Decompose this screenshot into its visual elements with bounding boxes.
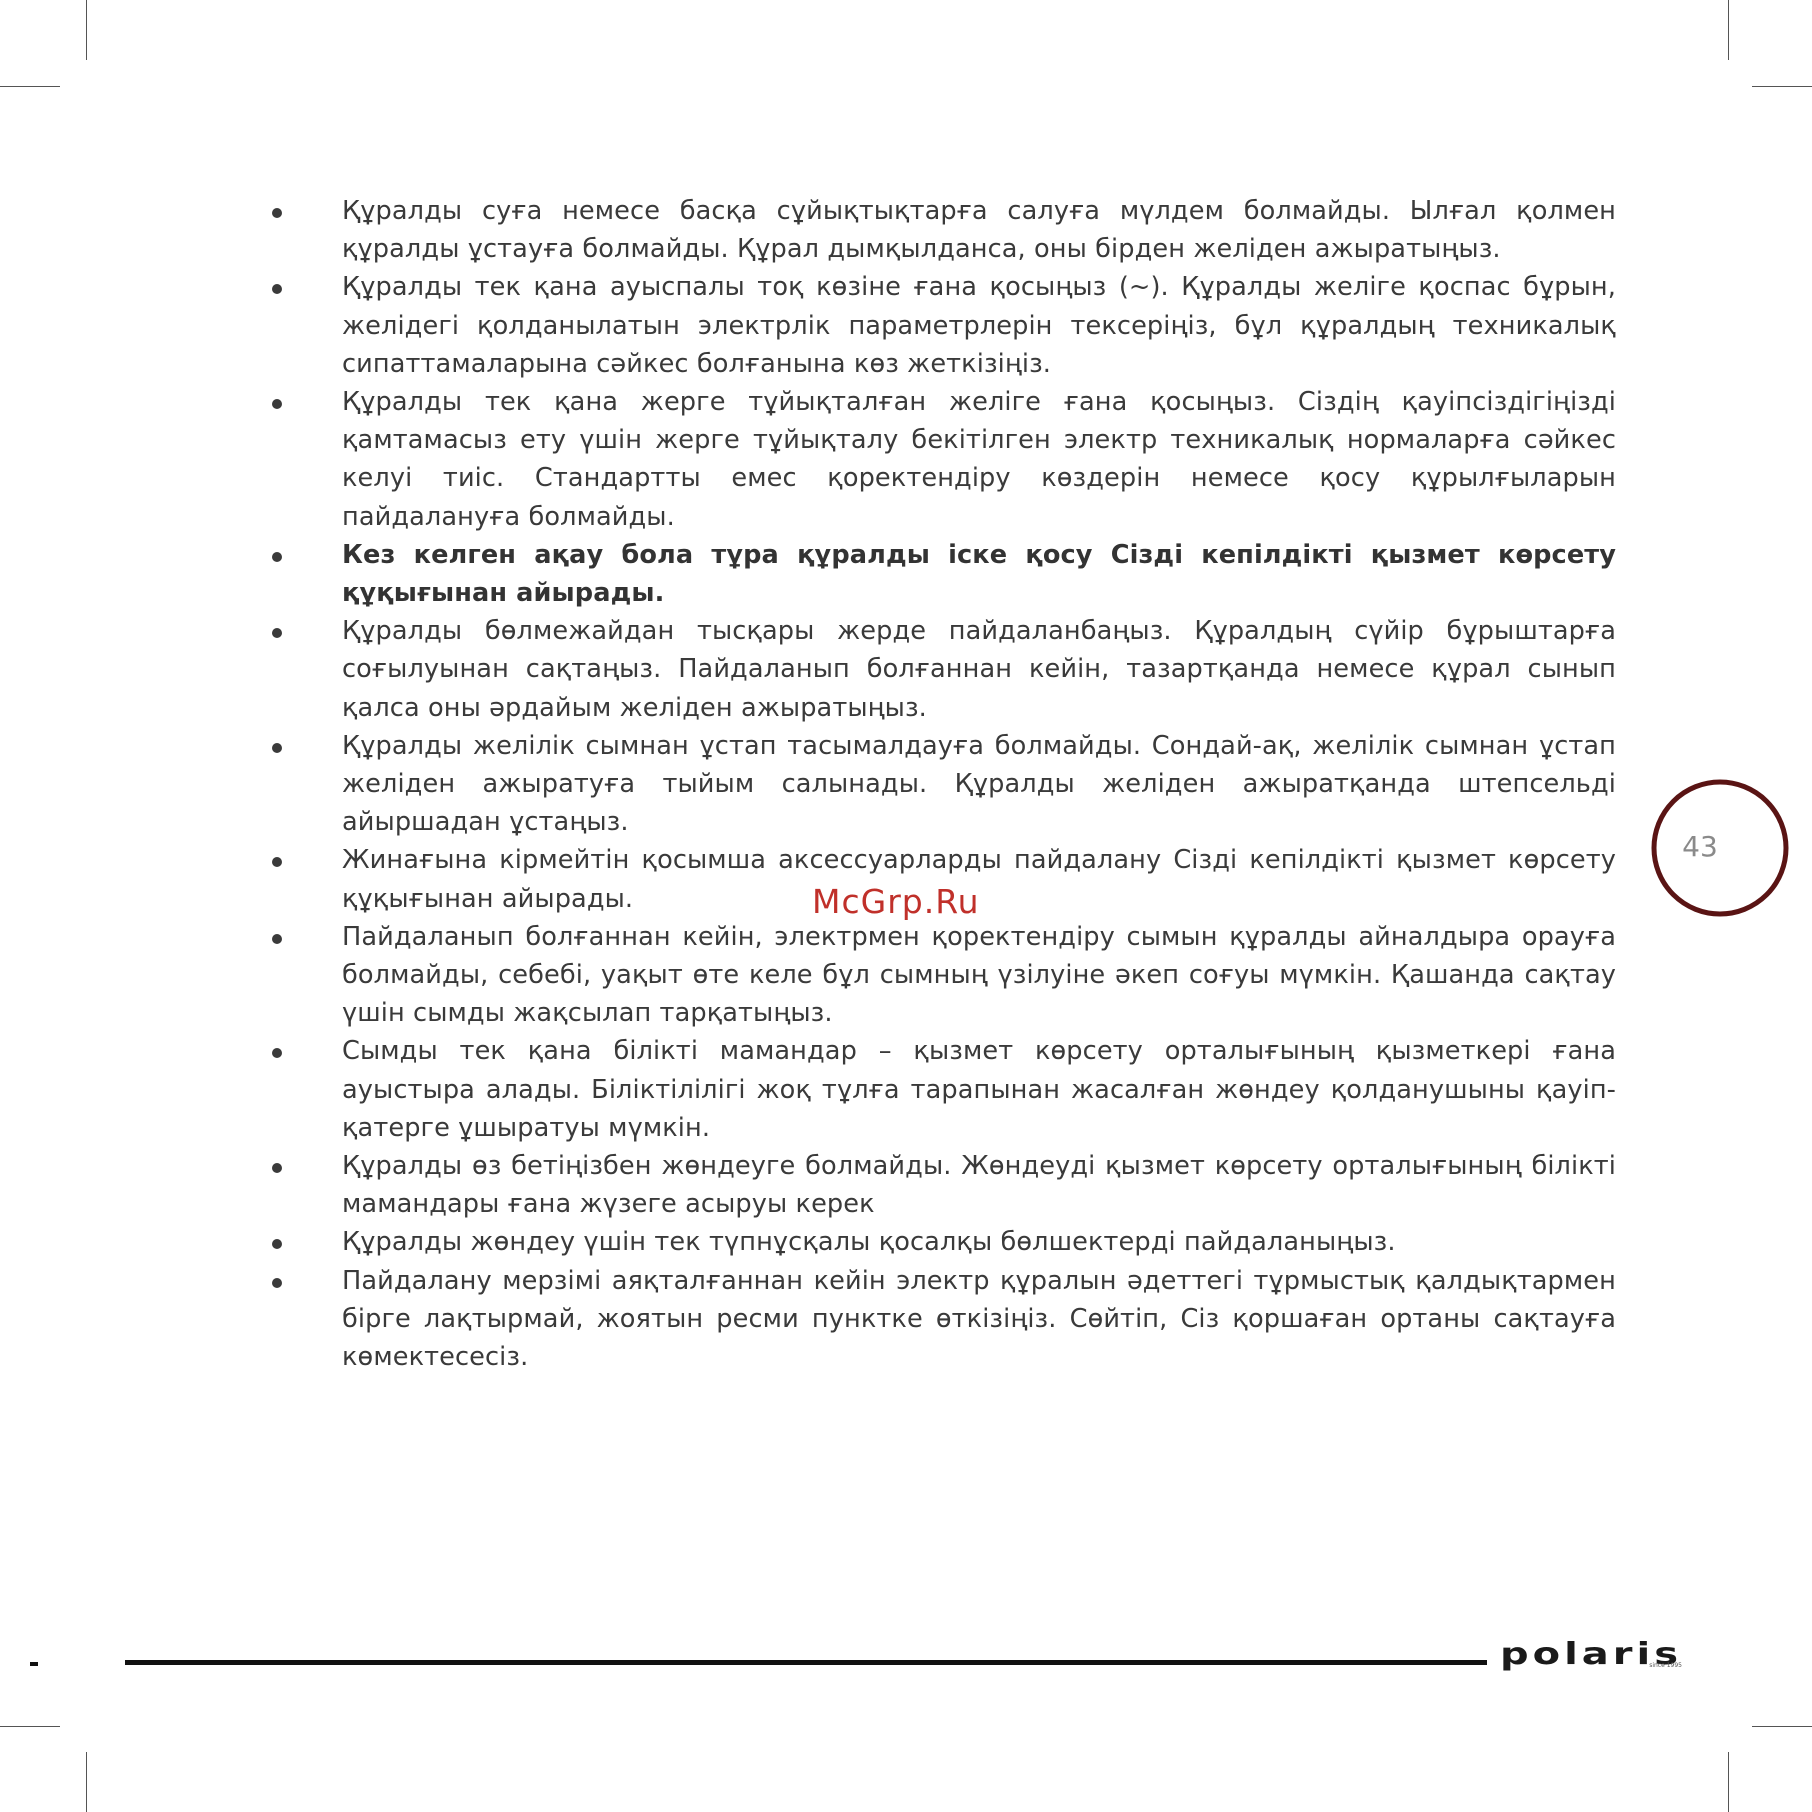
list-item-text: Құралды желілік сымнан ұстап тасымалдауға болмайды. Сондай-ақ, желілік сымнан ұстап желіден ажыратуға тыйым салынады. Құралды желіден ажыратқанда штепсельді айыршадан ұстаңыз. (342, 730, 1616, 838)
bullet-icon (272, 1278, 282, 1288)
bullet-icon (272, 628, 282, 638)
list-item (260, 383, 1616, 536)
watermark: McGrp.Ru (812, 882, 980, 921)
safety-instructions-list (260, 192, 1616, 1376)
list-item-text: Құралды бөлмежайдан тысқары жерде пайдаланбаңыз. Құралдың сүйір бұрыштарға соғылуынан сақтаңыз. Пайдаланып болғаннан кейін, тазартқанда немесе құрал сынып қалса оны әрдайым желіден ажыратыңыз. (342, 616, 1616, 723)
list-item (260, 1147, 1616, 1223)
bullet-icon (272, 399, 282, 409)
logo-text: polaris (1500, 1640, 1682, 1672)
footer-dash (30, 1662, 38, 1666)
bullet-icon (272, 208, 282, 218)
crop-mark (1752, 86, 1812, 87)
logo-tagline: since 1995 (1649, 1662, 1682, 1669)
crop-mark (0, 86, 60, 87)
list-item-text: Кез келген ақау бола тұра құралды іске қосу Сізді кепілдікті қызмет көрсету құқығынан айырады. (342, 539, 1616, 609)
bullet-icon (272, 857, 282, 867)
list-item (260, 536, 1616, 612)
list-item-text: Құралды суға немесе басқа сұйықтықтарға салуға мүлдем болмайды. Ылғал қолмен құралды ұстауға болмайды. Құрал дымқылданса, оны бірден желіден ажыратыңыз. (342, 196, 1616, 265)
list-item (260, 1262, 1616, 1377)
bullet-icon (272, 743, 282, 753)
crop-mark (1728, 0, 1729, 60)
page-number: 43 (1682, 830, 1718, 863)
list-item-text: Пайдаланып болғаннан кейін, электрмен қоректендіру сымын құралды айналдыра орауға болмайды, себебі, уақыт өте келе бұл сымның үзілуіне әкеп соғуы мүмкін. Қашанда сақтау үшін сымды жақсылап тарқатыңыз. (342, 921, 1616, 1029)
list-item-text: Құралды тек қана жерге тұйықталған желіге ғана қосыңыз. Сіздің қауіпсіздігіңізді қамтамасыз ету үшін жерге тұйықталу бекітілген электр техникалық нормаларға сәйкес келуі тиіс. Стандартты емес қоректендіру көздерін немесе қосу құрылғыларын пайдалануға болмайды. (342, 387, 1616, 532)
bullet-icon (272, 1163, 282, 1173)
polaris-logo (1500, 1640, 1682, 1676)
list-item-text: Сымды тек қана білікті мамандар – қызмет көрсету орталығының қызметкері ғана ауыстыра алады. Біліктілілігі жоқ тұлға тарапынан жасалған жөндеу қолданушыны қауіп-қатерге ұшыратуы мүмкін. (342, 1036, 1616, 1143)
list-item-text: Пайдалану мерзімі аяқталғаннан кейін электр құралын әдеттегі тұрмыстық қалдықтармен бірге лақтырмай, жоятын ресми пунктке өткізіңіз. Сөйтіп, Сіз қоршаған ортаны сақтауға көмектесесіз. (342, 1265, 1616, 1373)
bullet-icon (272, 1048, 282, 1058)
crop-mark (1728, 1752, 1729, 1812)
bullet-icon (272, 1239, 282, 1249)
bullet-icon (272, 934, 282, 944)
crop-mark (1752, 1726, 1812, 1727)
bullet-icon (272, 284, 282, 294)
list-item (260, 192, 1616, 268)
list-item (260, 727, 1616, 842)
bullet-icon (272, 552, 282, 562)
crop-mark (86, 0, 87, 60)
list-item-text: Құралды жөндеу үшін тек түпнұсқалы қосалқы бөлшектерді пайдаланыңыз. (342, 1227, 1396, 1258)
list-item (260, 1223, 1616, 1261)
crop-mark (0, 1726, 60, 1727)
list-item (260, 1032, 1616, 1147)
list-item-text: Құралды тек қана ауыспалы тоқ көзіне ғана қосыңыз (~). Құралды желіге қоспас бұрын, желідегі қолданылатын электрлік параметрлерін тексеріңіз, бұл құралдың техникалық сипаттамаларына сәйкес болғанына көз жеткізіңіз. (342, 272, 1616, 379)
footer-rule (125, 1660, 1487, 1665)
list-item (260, 268, 1616, 383)
crop-mark (86, 1752, 87, 1812)
list-item-text: Жинағына кірмейтін қосымша аксессуарларды пайдалану Сізді кепілдікті қызмет көрсету құқығынан айырады. (342, 845, 1616, 914)
list-item (260, 918, 1616, 1033)
list-item-text: Құралды өз бетіңізбен жөндеуге болмайды. Жөндеуді қызмет көрсету орталығының білікті мамандары ғана жүзеге асыруы керек (342, 1151, 1616, 1220)
list-item (260, 612, 1616, 727)
